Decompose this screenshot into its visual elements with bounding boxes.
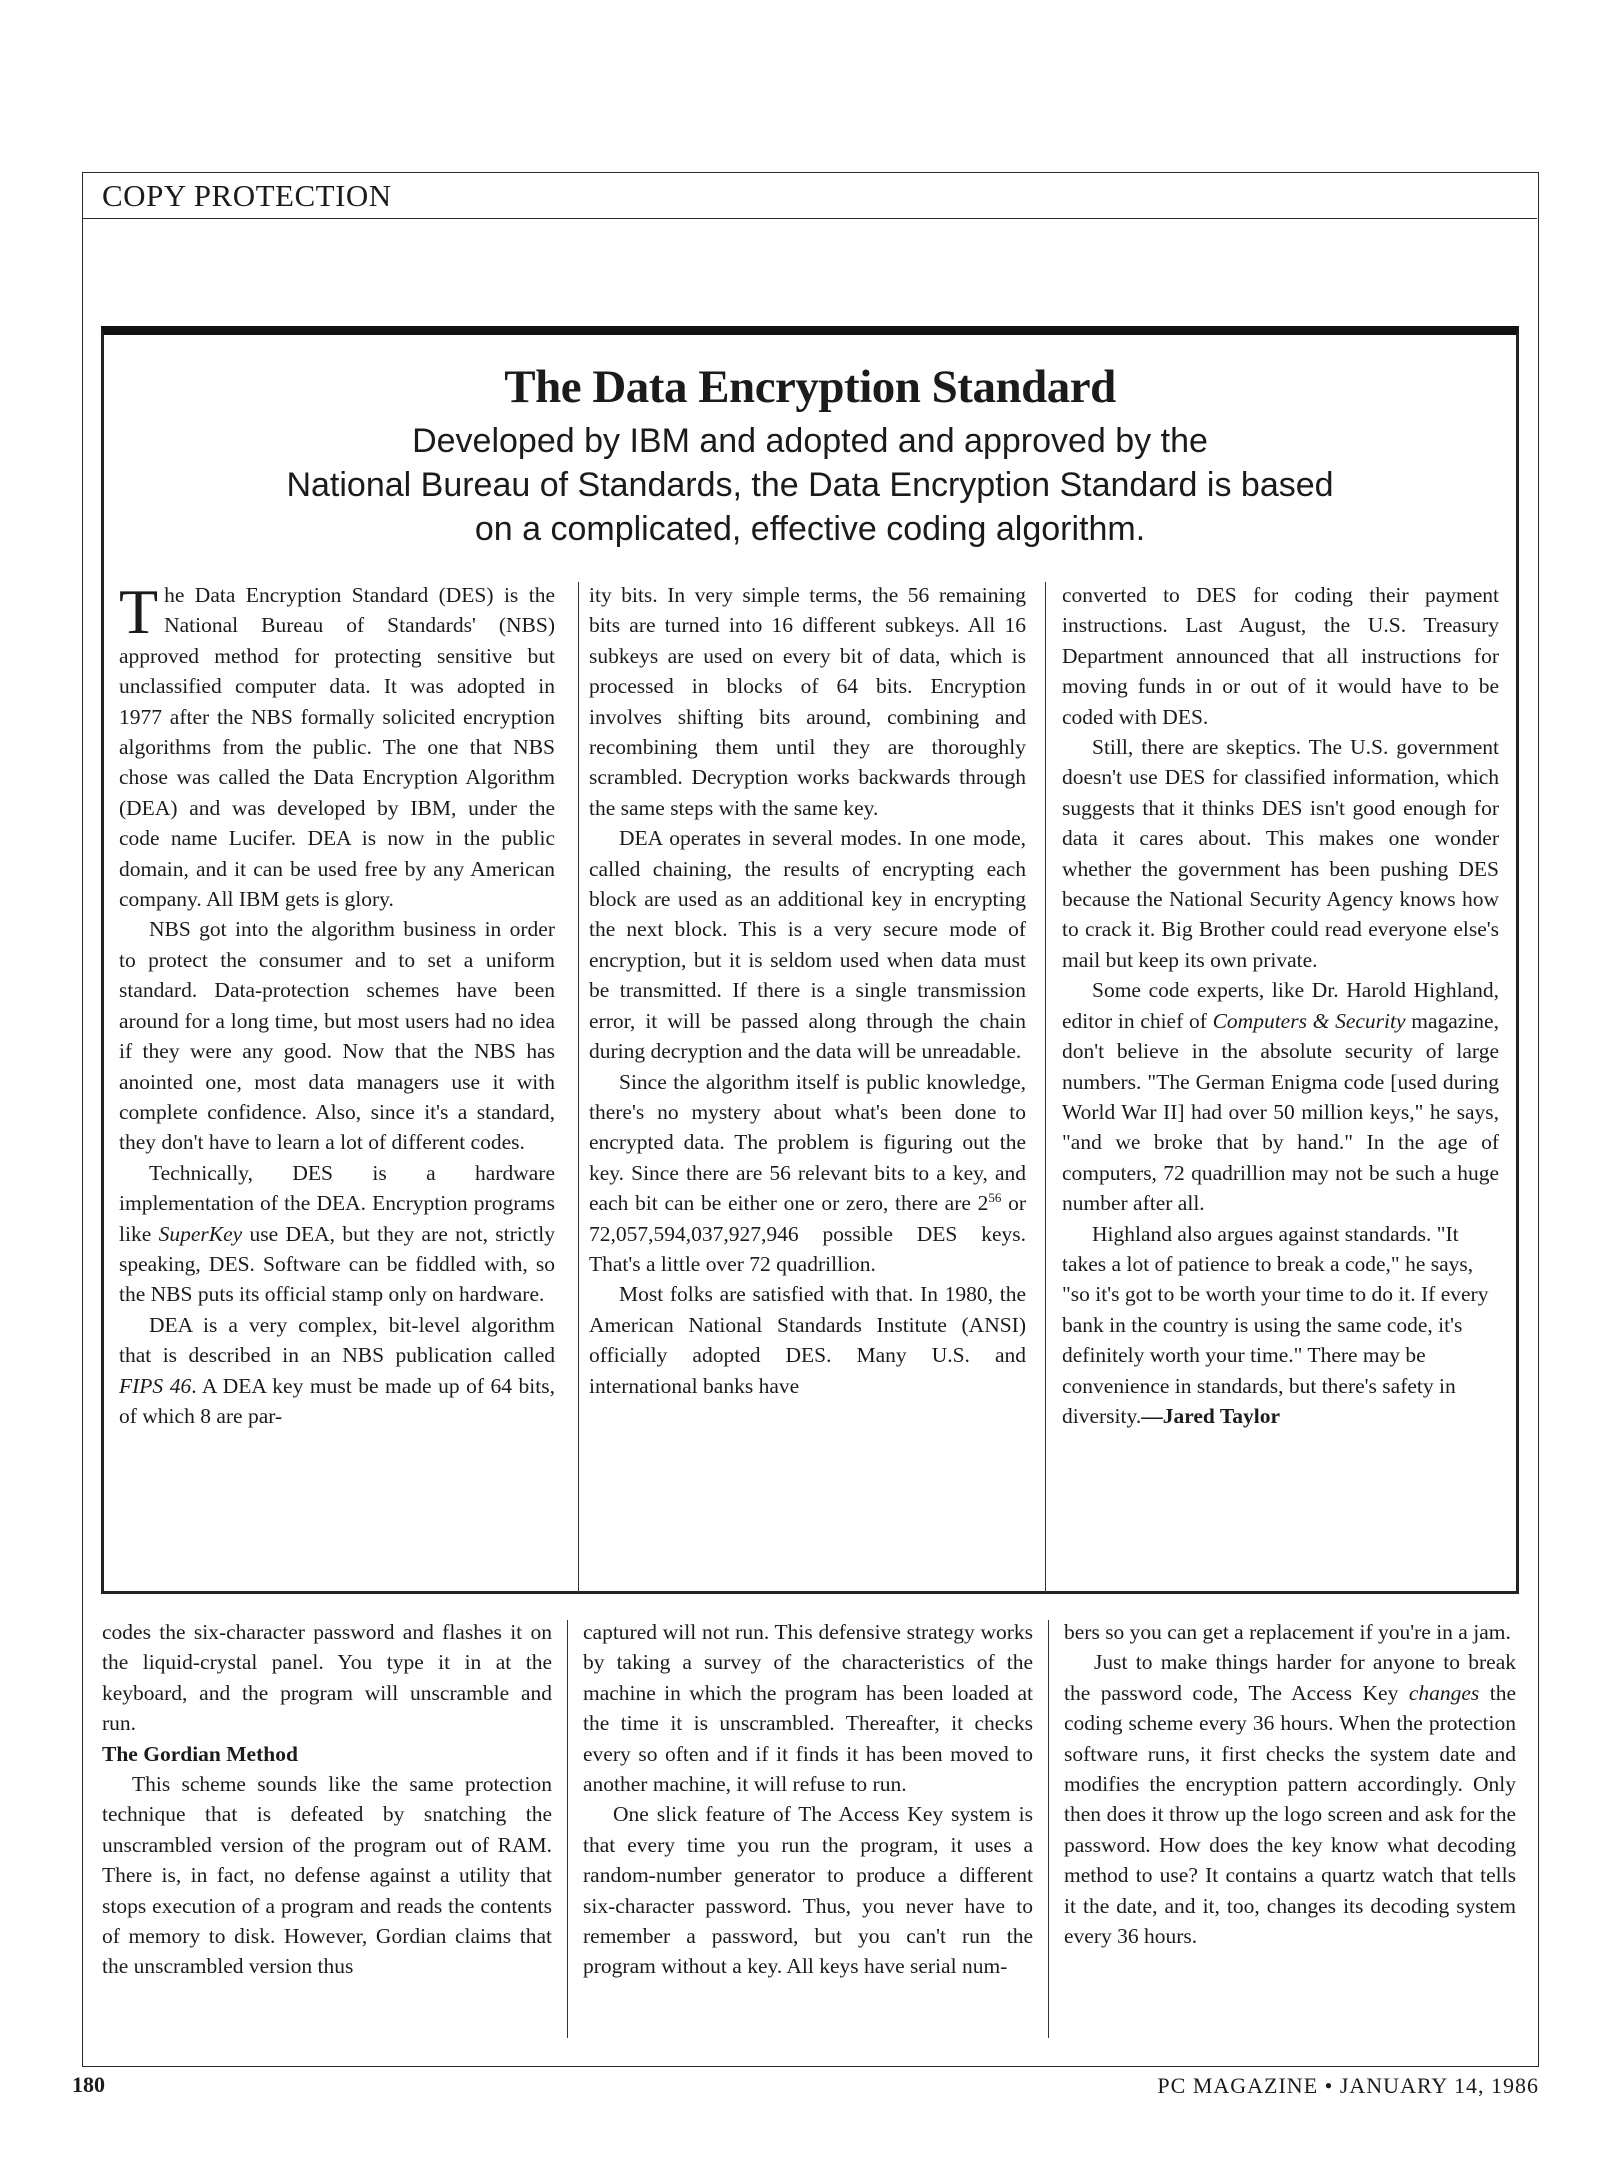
sidebar-column-rule-1 bbox=[578, 582, 579, 1592]
page-number: 180 bbox=[72, 2072, 105, 2097]
main-col2-paragraph-1: captured will not run. This defensive strategy works by taking a survey of the characteristics of the machine in which the program has been loaded at the time it is unscrambled. Thereafter, it checks every so often and if it finds it has been moved to another machine, it will refuse to run. bbox=[583, 1620, 1033, 1797]
section-header bbox=[82, 172, 1537, 219]
sidebar-col1-paragraph-4: DEA is a very complex, bit-level algorithm that is described in an NBS publication called FIPS 46. A DEA key must be made up of 64 bits, of which 8 are par- bbox=[119, 1312, 555, 1428]
main-column-1 bbox=[102, 1617, 552, 1982]
sidebar-deck-line-3: on a complicated, effective coding algorithm. bbox=[474, 510, 1146, 548]
main-column-rule-1 bbox=[567, 1620, 568, 2038]
sidebar-col3-paragraph-2: Still, there are skeptics. The U.S. government doesn't use DES for classified information, which suggests that it thinks DES isn't good enough for data it cares about. This makes one wonder whether the government has been pushing DES because the National Security Agency knows how to crack it. Big Brother could read everyone else's mail but keep its own private. bbox=[1062, 735, 1499, 972]
sidebar-col3-paragraph-4: Highland also argues against standards. "It takes a lot of patience to break a code," he says, "so it's got to be worth your time to do it. If every bank in the country is using the same code, it's definitely worth your time." There may be convenience in standards, but there's safety in diversity.—Jared Taylor bbox=[1062, 1221, 1489, 1428]
sidebar-column-3 bbox=[1062, 580, 1499, 1431]
sidebar-col2-paragraph-1: ity bits. In very simple terms, the 56 remaining bits are turned into 16 different subkeys. All 16 subkeys are used on every bit of data, which is processed in blocks of 64 bits. Encryption involves shifting bits around, combining and recombining them until they are thoroughly scrambled. Decryption works backwards through the same steps with the same key. bbox=[589, 583, 1026, 820]
sidebar-col2-paragraph-3: Since the algorithm itself is public knowledge, there's no mystery about what's been done to encrypted data. The problem is figuring out the key. Since there are 56 relevant bits to a key, and each bit can be either one or zero, there are $2^{56}$ or 72,057,594,037,927,946 possible DES keys. That's a little over 72 quadrillion. bbox=[589, 1069, 1026, 1276]
magazine-name: PC MAGAZINE bbox=[1157, 2073, 1319, 2098]
issue-date: JANUARY 14, 1986 bbox=[1339, 2073, 1539, 2098]
sidebar-col2-paragraph-2: DEA operates in several modes. In one mode, called chaining, the results of encrypting each block are used as an additional key in encrypting the next block. This is a very secure mode of encryption, but it is seldom used when data must be transmitted. If there is a single transmission error, it will be passed along through the chain during decryption and the data will be unreadable. bbox=[589, 826, 1026, 1064]
section-label: COPY PROTECTION bbox=[102, 178, 392, 213]
subhead-gordian-method: The Gordian Method bbox=[102, 1741, 298, 1766]
main-col3-paragraph-1: bers so you can get a replacement if you're in a jam. bbox=[1064, 1620, 1511, 1644]
magazine-date-line bbox=[1157, 2073, 1539, 2099]
main-column-rule-2 bbox=[1048, 1620, 1049, 2038]
sidebar-col1-paragraph-2: NBS got into the algorithm business in order to protect the consumer and to set a uniform standard. Data-protection schemes have been around for a long time, but most users had no idea if they were any good. Now that the NBS has anointed one, most data managers use it with complete confidence. Also, since it's a standard, they don't have to learn a lot of different codes. bbox=[119, 917, 555, 1155]
main-col1-paragraph-1: codes the six-character password and flashes it on the liquid-crystal panel. You type it in at the keyboard, and the program will unscramble and run. bbox=[102, 1620, 552, 1736]
main-col3-paragraph-2: Just to make things harder for anyone to break the password code, The Access Key changes the coding scheme every 36 hours. When the protection software runs, it first checks the system date and modifies the encryption pattern accordingly. Only then does it throw up the logo screen and ask for the password. How does the key know what decoding method to use? It contains a quartz watch that tells it the date, and it, too, changes its decoding system every 36 hours. bbox=[1064, 1650, 1516, 1949]
author-signature: —Jared Taylor bbox=[1141, 1403, 1280, 1428]
sidebar-column-2 bbox=[589, 580, 1026, 1401]
main-column-2 bbox=[583, 1617, 1033, 1982]
sidebar-deck-line-1: Developed by IBM and adopted and approved by the bbox=[412, 422, 1208, 460]
sidebar-col1-paragraph-3: Technically, DES is a hardware implementation of the DEA. Encryption programs like SuperKey use DEA, but they are not, strictly speaking, DES. Software can be fiddled with, so the NBS puts its official stamp only on hardware. bbox=[119, 1160, 555, 1307]
main-column-3 bbox=[1064, 1617, 1516, 1951]
sidebar-title: The Data Encryption Standard bbox=[504, 361, 1116, 413]
main-col2-paragraph-2: One slick feature of The Access Key system is that every time you run the program, it uses a random-number generator to produce a different six-character password. Thus, you never have to remember a password, but you can't run the program without a key. All keys have serial num- bbox=[583, 1802, 1033, 1979]
sidebar-column-rule-2 bbox=[1045, 582, 1046, 1592]
drop-cap: T bbox=[119, 576, 159, 647]
sidebar-column-1 bbox=[119, 576, 555, 1431]
sidebar-col3-paragraph-3: Some code experts, like Dr. Harold Highland, editor in chief of Computers & Security magazine, don't believe in the absolute security of large numbers. "The German Enigma code [used during World War II] had over 50 million keys," he says, "and we broke that by hand." In the age of computers, 72 quadrillion may not be such a huge number after all. bbox=[1062, 978, 1499, 1216]
sidebar-col2-paragraph-4: Most folks are satisfied with that. In 1980, the American National Standards Institute (ANSI) officially adopted DES. Many U.S. and international banks have bbox=[589, 1282, 1026, 1398]
main-col1-paragraph-2: This scheme sounds like the same protection technique that is defeated by snatching the unscrambled version of the program out of RAM. There is, in fact, no defense against a utility that stops execution of a program and reads the contents of memory to disk. However, Gordian claims that the unscrambled version thus bbox=[102, 1772, 552, 1979]
sidebar-col1-paragraph-1: The Data Encryption Standard (DES) is the National Bureau of Standards' (NBS) approved method for protecting sensitive but unclassified computer data. It was adopted in 1977 after the NBS formally solicited encryption algorithms from the public. The one that NBS chose was called the Data Encryption Algorithm (DEA) and was developed by IBM, under the code name Lucifer. DEA is now in the public domain, and it can be used free by any American company. All IBM gets is glory. bbox=[119, 576, 555, 912]
sidebar-col3-paragraph-1: converted to DES for coding their payment instructions. Last August, the U.S. Treasury Department announced that all instructions for moving funds in or out of it would have to be coded with DES. bbox=[1062, 583, 1499, 729]
sidebar-deck-line-2: National Bureau of Standards, the Data Encryption Standard is based bbox=[286, 466, 1334, 504]
bullet-separator: • bbox=[1324, 2073, 1334, 2098]
